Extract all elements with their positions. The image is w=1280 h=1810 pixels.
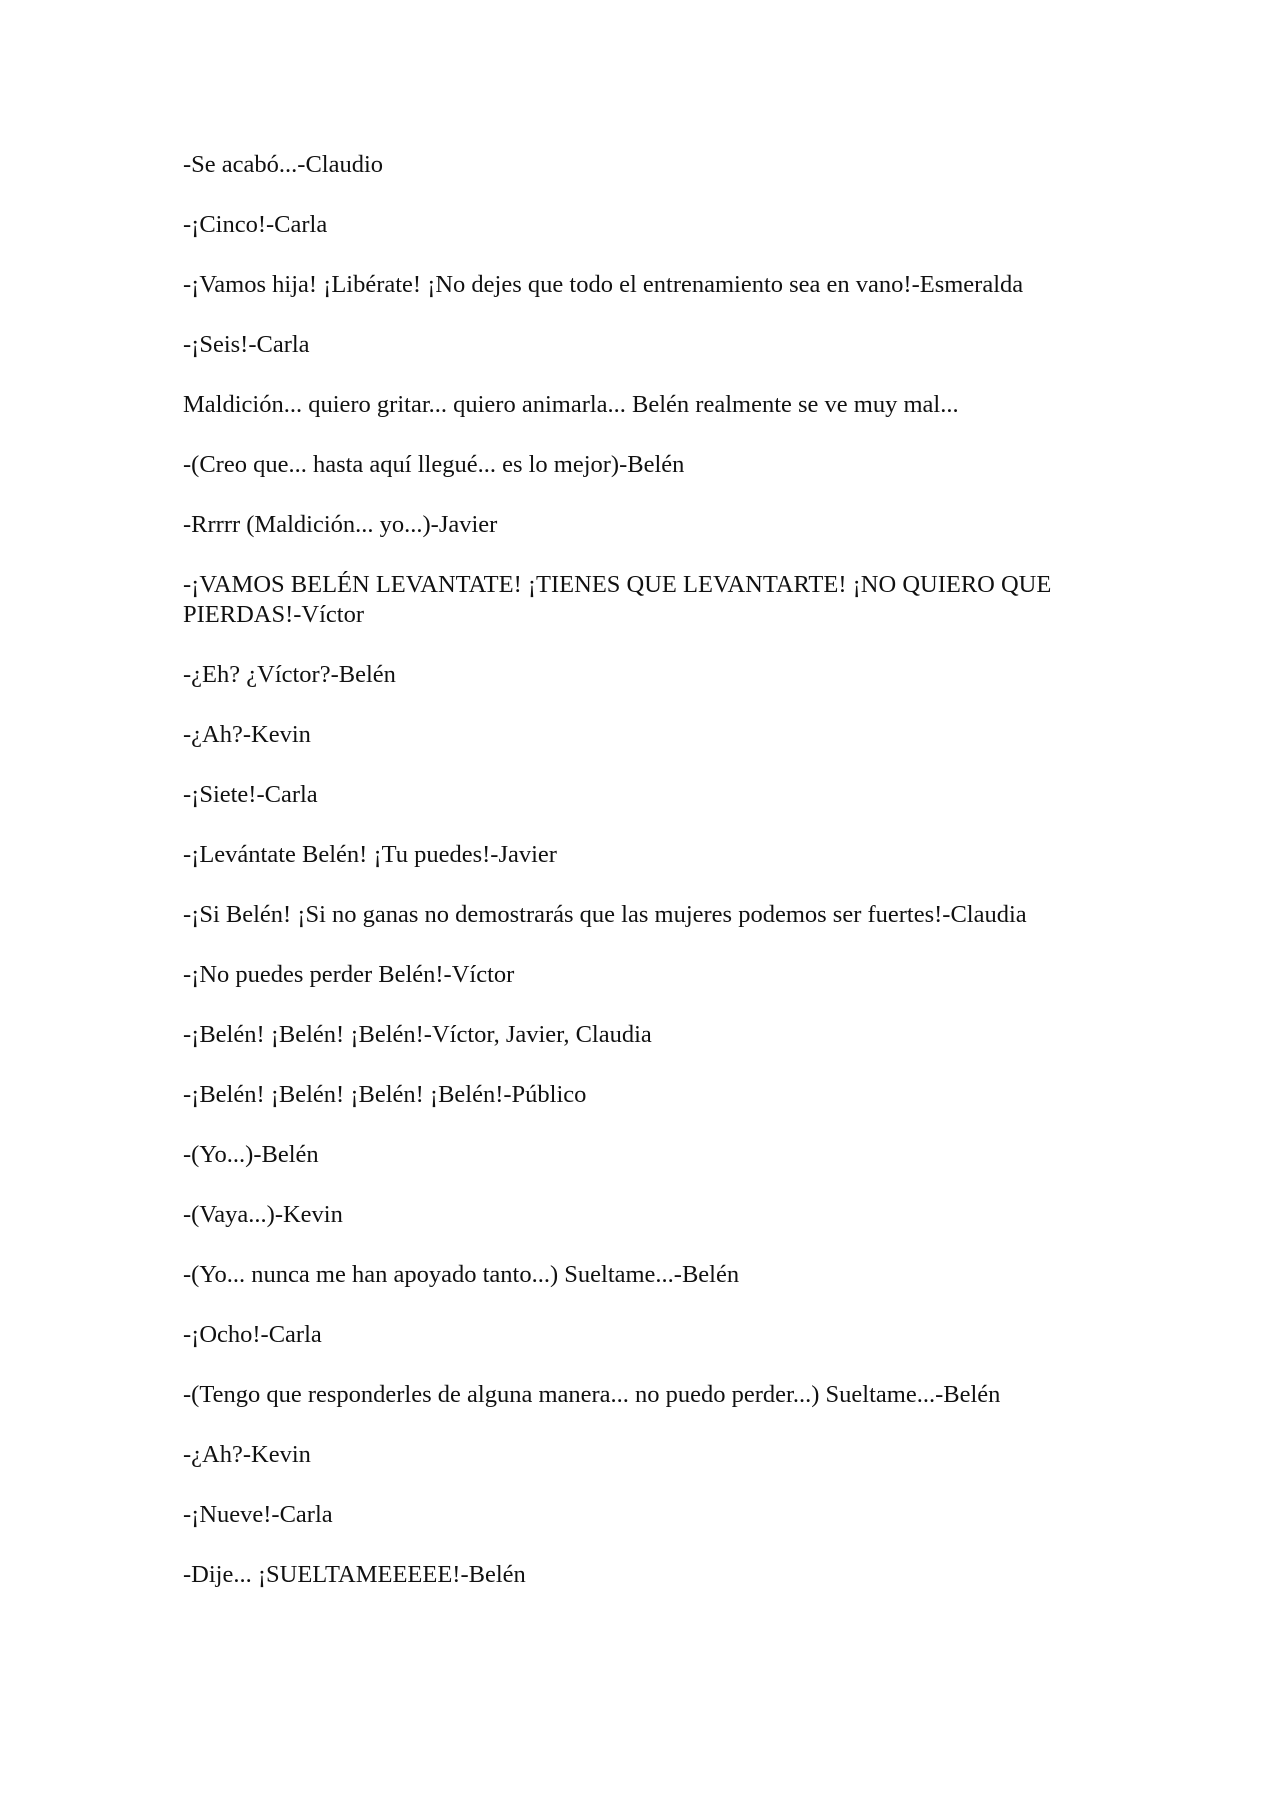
paragraph: -¿Eh? ¿Víctor?-Belén <box>183 661 396 688</box>
paragraph: -¡Cinco!-Carla <box>183 211 328 238</box>
paragraph: -¡Levántate Belén! ¡Tu puedes!-Javier <box>183 841 557 868</box>
paragraph: -¡Si Belén! ¡Si no ganas no demostrarás que las mujeres podemos ser fuertes!-Claudia <box>183 901 1027 928</box>
paragraph: -¡Siete!-Carla <box>183 781 318 808</box>
paragraph: -(Yo...)-Belén <box>183 1141 319 1168</box>
paragraph: -¿Ah?-Kevin <box>183 1441 311 1468</box>
paragraph: -¿Ah?-Kevin <box>183 721 311 748</box>
paragraph: -¡Vamos hija! ¡Libérate! ¡No dejes que todo el entrenamiento sea en vano!-Esmeralda <box>183 271 1024 298</box>
paragraph: -(Creo que... hasta aquí llegué... es lo mejor)-Belén <box>183 451 685 478</box>
paragraph: -¡Ocho!-Carla <box>183 1321 322 1348</box>
paragraph: -(Tengo que responderles de alguna manera... no puedo perder...) Sueltame...-Belén <box>183 1381 1001 1408</box>
paragraph: -¡No puedes perder Belén!-Víctor <box>183 961 515 988</box>
document-body <box>183 150 1088 1620</box>
paragraph: -(Vaya...)-Kevin <box>183 1201 343 1228</box>
paragraph: -¡Belén! ¡Belén! ¡Belén!-Víctor, Javier, Claudia <box>183 1021 652 1048</box>
paragraph: -Se acabó...-Claudio <box>183 151 384 178</box>
paragraph: Maldición... quiero gritar... quiero animarla... Belén realmente se ve muy mal... <box>183 391 959 418</box>
paragraph: -¡Nueve!-Carla <box>183 1501 333 1528</box>
paragraph: -Dije... ¡SUELTAMEEEEE!-Belén <box>183 1561 526 1588</box>
paragraph: -¡Seis!-Carla <box>183 331 310 358</box>
paragraph: -Rrrrr (Maldición... yo...)-Javier <box>183 511 498 538</box>
paragraph: -(Yo... nunca me han apoyado tanto...) Sueltame...-Belén <box>183 1261 740 1288</box>
paragraph: -¡Belén! ¡Belén! ¡Belén! ¡Belén!-Público <box>183 1081 587 1108</box>
paragraph: -¡VAMOS BELÉN LEVANTATE! ¡TIENES QUE LEVANTARTE! ¡NO QUIERO QUE PIERDAS!-Víctor <box>183 571 1052 628</box>
